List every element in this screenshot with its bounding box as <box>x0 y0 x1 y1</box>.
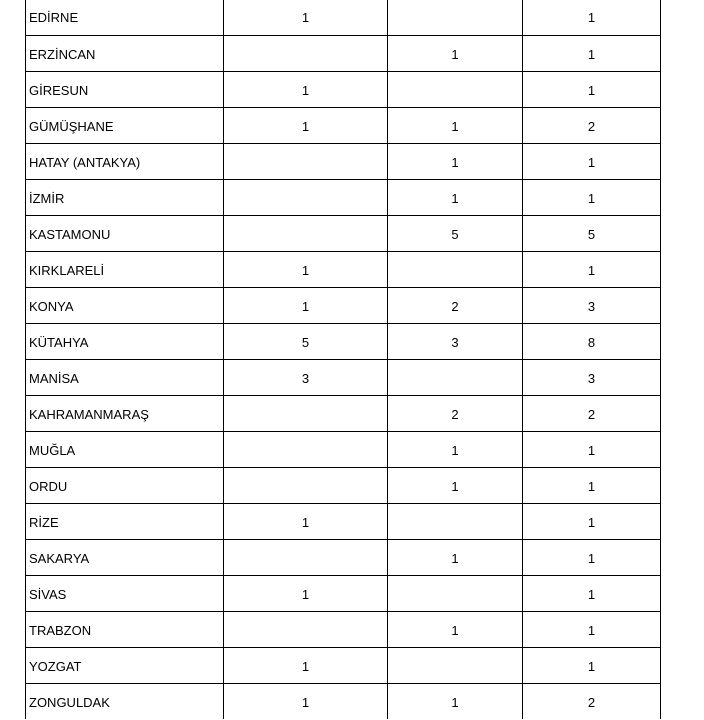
province-cell: KONYA <box>26 288 224 323</box>
table-row <box>26 396 660 432</box>
province-cell: HATAY (ANTAKYA) <box>26 144 224 179</box>
table-row <box>26 504 660 540</box>
total-cell: 1 <box>587 623 596 638</box>
province-cell: GÜMÜŞHANE <box>26 108 224 143</box>
table-row <box>26 468 660 504</box>
province-cell: MANİSA <box>26 360 224 395</box>
count-cell-1: 1 <box>224 72 388 107</box>
count-cell-1: 1 <box>224 108 388 143</box>
total-cell: 1 <box>587 551 596 566</box>
total-cell: 1 <box>587 587 596 602</box>
province-cell: YOZGAT <box>26 648 224 683</box>
province-cell: SAKARYA <box>26 540 224 575</box>
total-cell: 2 <box>587 119 596 134</box>
count-cell-1: 1 <box>224 0 388 35</box>
table-row <box>26 540 660 576</box>
total-cell: 5 <box>587 227 596 242</box>
province-cell: GİRESUN <box>26 72 224 107</box>
province-cell: SİVAS <box>26 576 224 611</box>
province-cell: KAHRAMANMARAŞ <box>26 396 224 431</box>
province-cell: KIRKLARELİ <box>26 252 224 287</box>
table-row <box>26 612 660 648</box>
table-row <box>26 108 660 144</box>
count-cell-2: 2 <box>388 288 523 323</box>
table-row <box>26 0 660 36</box>
count-cell-1 <box>224 36 388 71</box>
count-cell-1: 1 <box>224 576 388 611</box>
province-cell: ERZİNCAN <box>26 36 224 71</box>
count-cell-2 <box>388 0 523 35</box>
count-cell-1 <box>224 216 388 251</box>
total-cell: 1 <box>587 191 596 206</box>
province-cell: EDİRNE <box>26 0 224 35</box>
count-cell-2: 1 <box>388 468 523 503</box>
table-row <box>26 252 660 288</box>
count-cell-1: 1 <box>224 684 388 719</box>
count-cell-1: 5 <box>224 324 388 359</box>
count-cell-2 <box>388 360 523 395</box>
table-row <box>26 72 660 108</box>
count-cell-1: 1 <box>224 648 388 683</box>
total-cell: 1 <box>587 479 596 494</box>
total-cell: 1 <box>587 443 596 458</box>
province-cell: KÜTAHYA <box>26 324 224 359</box>
total-cell: 1 <box>587 155 596 170</box>
province-cell: ORDU <box>26 468 224 503</box>
province-cell: ZONGULDAK <box>26 684 224 719</box>
table-row <box>26 288 660 324</box>
count-cell-1 <box>224 612 388 647</box>
table-row <box>26 144 660 180</box>
total-cell: 1 <box>587 659 596 674</box>
count-cell-2 <box>388 72 523 107</box>
count-cell-1 <box>224 468 388 503</box>
count-cell-1: 1 <box>224 288 388 323</box>
count-cell-2: 1 <box>388 684 523 719</box>
count-cell-2 <box>388 576 523 611</box>
total-cell: 3 <box>587 299 596 314</box>
total-cell: 3 <box>587 371 596 386</box>
province-cell: TRABZON <box>26 612 224 647</box>
count-cell-1: 3 <box>224 360 388 395</box>
count-cell-1 <box>224 144 388 179</box>
total-cell: 1 <box>587 263 596 278</box>
total-cell: 1 <box>587 10 596 25</box>
table-row <box>26 684 660 719</box>
total-cell: 2 <box>587 407 596 422</box>
table-row <box>26 360 660 396</box>
count-cell-1 <box>224 540 388 575</box>
total-cell: 1 <box>587 83 596 98</box>
province-cell: RİZE <box>26 504 224 539</box>
count-cell-2: 1 <box>388 144 523 179</box>
count-cell-1 <box>224 396 388 431</box>
count-cell-2: 2 <box>388 396 523 431</box>
table-row <box>26 432 660 468</box>
table-row <box>26 576 660 612</box>
province-cell: İZMİR <box>26 180 224 215</box>
province-table <box>25 0 661 719</box>
table-row <box>26 216 660 252</box>
count-cell-2 <box>388 648 523 683</box>
count-cell-2: 1 <box>388 612 523 647</box>
count-cell-2 <box>388 504 523 539</box>
count-cell-1 <box>224 180 388 215</box>
count-cell-2: 3 <box>388 324 523 359</box>
table-row <box>26 36 660 72</box>
count-cell-2: 1 <box>388 432 523 467</box>
total-cell: 2 <box>587 695 596 710</box>
total-cell: 1 <box>587 515 596 530</box>
count-cell-2: 1 <box>388 180 523 215</box>
table-row <box>26 180 660 216</box>
total-cell: 8 <box>587 335 596 350</box>
province-cell: KASTAMONU <box>26 216 224 251</box>
table-row <box>26 324 660 360</box>
count-cell-2: 1 <box>388 540 523 575</box>
count-cell-2: 5 <box>388 216 523 251</box>
count-cell-1 <box>224 432 388 467</box>
table-row <box>26 648 660 684</box>
total-cell: 1 <box>587 47 596 62</box>
count-cell-2 <box>388 252 523 287</box>
count-cell-1: 1 <box>224 504 388 539</box>
count-cell-1: 1 <box>224 252 388 287</box>
province-cell: MUĞLA <box>26 432 224 467</box>
count-cell-2: 1 <box>388 36 523 71</box>
count-cell-2: 1 <box>388 108 523 143</box>
